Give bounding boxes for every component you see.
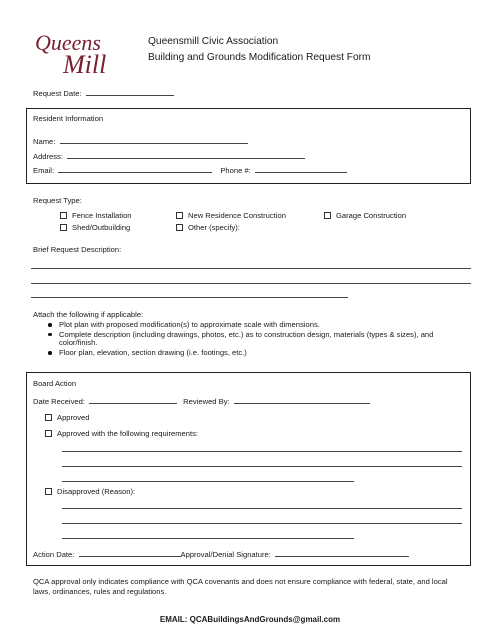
- requirements-line-3[interactable]: [62, 481, 354, 482]
- svg-text:Queens: Queens: [35, 30, 101, 55]
- approved-checkbox[interactable]: [45, 414, 52, 421]
- attach-item: [48, 331, 468, 348]
- phone-field[interactable]: [255, 166, 347, 173]
- signature-field[interactable]: [275, 550, 409, 557]
- bullet-icon: [48, 323, 52, 327]
- email-field[interactable]: [58, 166, 212, 173]
- attach-list: [48, 321, 468, 359]
- new-residence-checkbox[interactable]: [176, 212, 183, 219]
- approved-requirements-label: Approved with the following requirements:: [57, 429, 198, 438]
- disapproved-option[interactable]: [45, 488, 135, 497]
- option-other[interactable]: [176, 224, 240, 233]
- organization-name: Queensmill Civic Association: [148, 36, 279, 47]
- other-label: Other (specify):: [188, 223, 240, 232]
- action-date-label: Action Date:: [33, 550, 75, 559]
- address-field[interactable]: [67, 152, 305, 159]
- request-date-row: [33, 89, 174, 99]
- garage-checkbox[interactable]: [324, 212, 331, 219]
- shed-checkbox[interactable]: [60, 224, 67, 231]
- reviewed-by-field[interactable]: [234, 397, 370, 404]
- reviewed-by-label: Reviewed By:: [183, 397, 230, 406]
- resident-information-heading: Resident Information: [33, 114, 104, 123]
- attach-item: [48, 349, 468, 358]
- fence-checkbox[interactable]: [60, 212, 67, 219]
- queensmill-logo: [33, 26, 131, 78]
- requirements-line-1[interactable]: [62, 451, 462, 452]
- name-field[interactable]: [60, 137, 248, 144]
- action-date-field[interactable]: [79, 550, 181, 557]
- attach-item-text: Plot plan with proposed modification(s) to approximate scale with dimensions.: [59, 320, 320, 329]
- description-label: Brief Request Description:: [33, 245, 122, 254]
- received-row: [33, 397, 370, 407]
- reason-line-1[interactable]: [62, 508, 462, 509]
- garage-label: Garage Construction: [336, 211, 407, 220]
- bullet-icon: [48, 351, 52, 355]
- date-received-label: Date Received:: [33, 397, 85, 406]
- disclaimer: QCA approval only indicates compliance with QCA covenants and does not ensure compliance with federal, state, and local laws, ordinances, rules and regulations.: [33, 577, 448, 597]
- option-fence[interactable]: [60, 212, 132, 221]
- board-action-heading: Board Action: [33, 379, 77, 388]
- disapproved-checkbox[interactable]: [45, 488, 52, 495]
- name-label: Name:: [33, 137, 56, 146]
- contact-row: [33, 166, 347, 176]
- fence-label: Fence Installation: [72, 211, 132, 220]
- disapproved-label: Disapproved (Reason):: [57, 487, 136, 496]
- address-label: Address:: [33, 152, 63, 161]
- address-row: [33, 152, 305, 162]
- new-residence-label: New Residence Construction: [188, 211, 286, 220]
- approved-label: Approved: [57, 413, 90, 422]
- logo-graphic: [33, 26, 131, 78]
- name-row: [33, 137, 248, 147]
- approved-with-requirements-option[interactable]: [45, 430, 198, 439]
- option-shed[interactable]: [60, 224, 130, 233]
- description-line-3[interactable]: [31, 297, 348, 298]
- requirements-line-2[interactable]: [62, 466, 462, 467]
- attach-intro: Attach the following if applicable:: [33, 310, 144, 319]
- date-received-field[interactable]: [89, 397, 177, 404]
- attach-item: [48, 321, 468, 330]
- phone-label: Phone #:: [220, 166, 251, 175]
- form-title: Building and Grounds Modification Request Form: [148, 52, 371, 63]
- attach-item-text: Complete description (including drawings, photos, etc.) as to construction design, materials (types & sizes), and color/finish.: [59, 329, 434, 348]
- svg-text:Mill: Mill: [63, 50, 107, 78]
- signature-label: Approval/Denial Signature:: [180, 550, 271, 559]
- email-label: Email:: [33, 166, 55, 175]
- approved-requirements-checkbox[interactable]: [45, 430, 52, 437]
- option-garage[interactable]: [324, 212, 406, 221]
- description-line-1[interactable]: [31, 268, 471, 269]
- request-date-label: Request Date:: [33, 89, 82, 98]
- reason-line-2[interactable]: [62, 523, 462, 524]
- description-line-2[interactable]: [31, 283, 471, 284]
- other-checkbox[interactable]: [176, 224, 183, 231]
- option-new-residence[interactable]: [176, 212, 286, 221]
- reason-line-3[interactable]: [62, 538, 354, 539]
- attach-item-text: Floor plan, elevation, section drawing (i.e. footings, etc.): [59, 348, 247, 358]
- action-row: [33, 550, 409, 560]
- request-type-label: Request Type:: [33, 196, 82, 205]
- shed-label: Shed/Outbuilding: [72, 223, 131, 232]
- approved-option[interactable]: [45, 414, 90, 423]
- footer-email[interactable]: EMAIL: QCABuildingsAndGrounds@gmail.com: [159, 615, 341, 624]
- request-date-field[interactable]: [86, 89, 174, 96]
- bullet-icon: [48, 333, 52, 337]
